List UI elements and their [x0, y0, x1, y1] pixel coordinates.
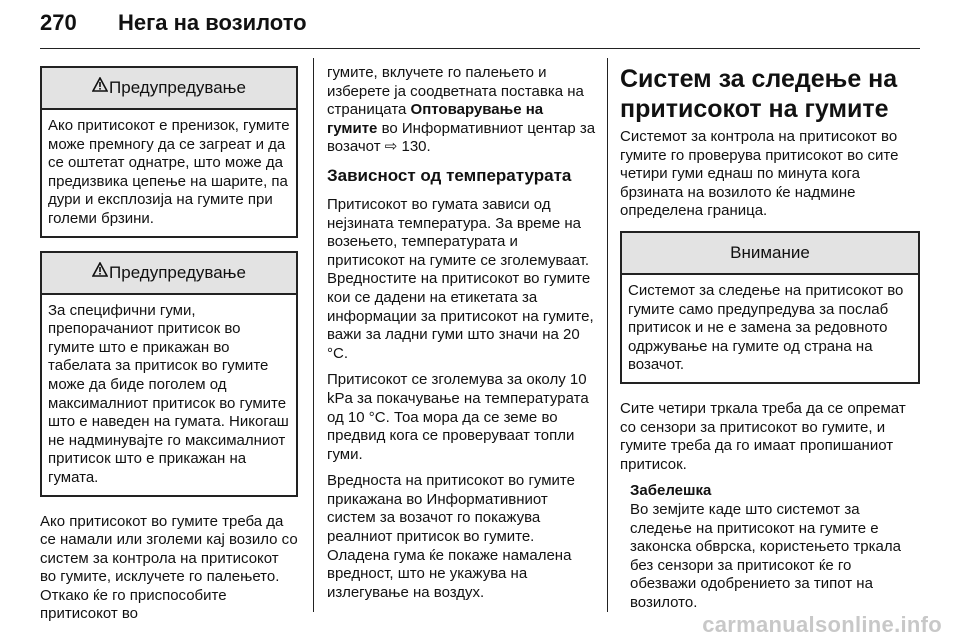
tire-load-text-after: во Информативниот центар за возачот — [327, 119, 596, 156]
caution-box-text: Системот за следење на притисокот во гумите само предупредува за послаб притисок и не е замена за редовното одржување на гумите од страна на возачот. — [628, 281, 904, 374]
caution-box — [620, 231, 920, 384]
warning-box-1-text: Ако притисокот е пренизок, гумите може премногу да се загреат и да се оштетат однатре, што може да предизвика цепење на шарите, па дури и експлозија на гумите при големи брзини. — [48, 117, 290, 227]
header-rule — [40, 48, 920, 49]
column-divider-2 — [607, 58, 608, 612]
column-3 — [620, 64, 920, 612]
note-title: Забелешка — [630, 482, 712, 500]
temperature-paragraph-3: Вредноста на притисокот во гумите прикажана во Информативниот систем за возачот го покажува реалниот притисок во гумите. Оладена гума ќе покаже намалена вредност, што не укажува на излегување на воздух. — [327, 472, 575, 601]
page-title: Нега на возилото — [118, 10, 307, 35]
note-block — [620, 482, 920, 612]
warning-box-1 — [40, 66, 298, 238]
sensors-paragraph: Сите четири тркала треба да се опремат со сензори за притисокот во гумите, и гумите треба да го имаат пропишаниот притисок. — [620, 399, 906, 473]
watermark: carmanualsonline.info — [702, 612, 942, 637]
tire-load-text-before: гумите, вклучете го палењето и изберете ја соодветната поставка на страницата — [327, 64, 584, 119]
page-number: 270 — [40, 10, 77, 35]
page-header — [0, 0, 960, 46]
warning-triangle-icon — [92, 68, 108, 108]
warning-box-2-text: За специфични гуми, препорачаниот притисок во гумите што е прикажан во табелата за притисок во гумите може да биде поголем од максималниот притисок во гумите што е наведен на гумата. Никогаш не надминувајте го максималниот притисок што е прикажан на гумата. — [48, 301, 289, 486]
tpms-heading: Систем за следење на притисокот на гумите — [620, 65, 898, 123]
note-text: Во земјите каде што системот за следење на притисокот на гумите е законска обврска, користењето тркала без сензори за притисокот ќе го обезважи одобрението за типот на возилото. — [630, 500, 901, 611]
temperature-paragraph-2: Притисокот се зголемува за околу 10 kPa за покачување на температурата од 10 °C. Тоа мора да се земе во предвид кога се проверуваат топли гуми. — [327, 371, 589, 463]
column-divider-1 — [313, 58, 314, 612]
tpms-intro-paragraph: Системот за контрола на притисокот во гумите го проверува притисокот во сите четири гуми еднаш по минута кога брзината на возилото ќе надмине определена граница. — [620, 128, 899, 220]
warning-box-2 — [40, 251, 298, 497]
warning-triangle-icon — [92, 253, 108, 293]
column-1 — [40, 66, 298, 632]
column-2 — [327, 64, 597, 610]
caution-box-header: Внимание — [622, 233, 918, 275]
warning-box-2-header — [42, 253, 296, 295]
temperature-heading: Зависност од температурата — [327, 165, 572, 185]
tire-load-paragraph — [327, 64, 597, 157]
tire-load-setting-name: Оптоварување на гумите — [327, 101, 544, 137]
warning-box-1-title: Предупредување — [109, 78, 246, 97]
warning-box-1-header — [42, 68, 296, 110]
adjust-pressure-paragraph: Ако притисокот во гумите треба да се намали или зголеми кај возило со систем за контрола на притисокот во гумите, исклучете го палењето. Откако ќе го приспособите притисокот во — [40, 512, 298, 623]
page-reference-icon: ⇨ — [384, 138, 398, 156]
page-reference[interactable]: 130. — [401, 138, 431, 156]
warning-box-2-title: Предупредување — [109, 262, 246, 282]
temperature-paragraph-1: Притисокот во гумата зависи од нејзината температура. За време на возењето, температурата и притисокот на гумите се зголемуваат. Вредностите на притисокот во гумите кои се дадени на етикетата за информации за притисокот на гумите, важи за ладни гуми што значи на 20 °C. — [327, 195, 594, 362]
